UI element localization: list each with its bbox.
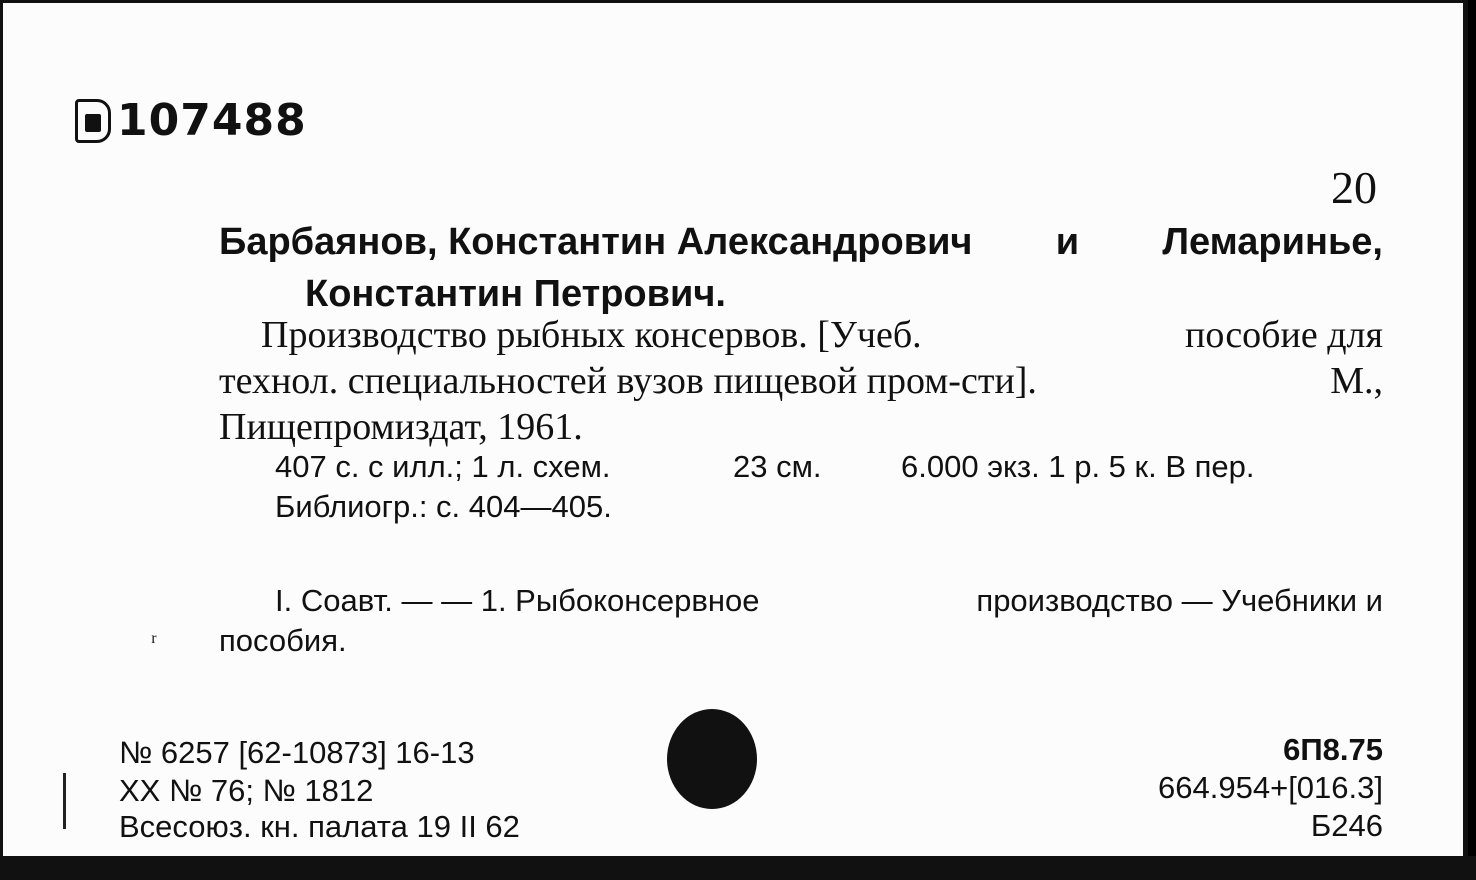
handwritten-number: 107488 [117, 95, 307, 146]
library-stamp-icon [75, 99, 111, 143]
footer-record: XX № 76; № 1812 [119, 773, 374, 808]
tracing-line-2: пособия. [219, 623, 347, 658]
classification-code: 6П8.75 [1283, 732, 1383, 767]
classification-block [1111, 731, 1383, 845]
title-text-2b: М., [1330, 360, 1383, 402]
author-secondary: Лемаринье, [1162, 221, 1383, 263]
author-mark: Б246 [1310, 808, 1383, 843]
title-line-1 [261, 313, 1383, 357]
scan-edge [0, 856, 1476, 880]
title-text-1a: Производство рыбных консервов. [Учеб. [261, 314, 922, 356]
pencil-mark-icon: ʳ [151, 627, 157, 656]
author-line-1 [219, 221, 1383, 264]
physical-size: 23 см. [733, 449, 822, 484]
physical-print-run: 6.000 экз. 1 р. 5 к. В пер. [901, 449, 1255, 484]
punch-hole [667, 709, 757, 809]
title-line-2 [219, 359, 1383, 403]
bibliography-note: Библиогр.: с. 404—405. [275, 489, 612, 524]
title-text-1b: пособие для [1185, 314, 1383, 356]
physical-pages: 407 с. с илл.; 1 л. схем. [275, 449, 611, 484]
footer-chamber: Всесоюз. кн. палата 19 II 62 [119, 809, 520, 844]
footer-registration: № 6257 [62-10873] 16-13 [119, 735, 475, 770]
inventory-number [75, 95, 307, 146]
title-text-2a: технол. специальностей вузов пищевой пром-сти]. [219, 360, 1037, 402]
title-line-3: Пищепромиздат, 1961. [219, 406, 583, 448]
author-conjunction: и [1055, 221, 1080, 263]
author-primary: Барбаянов, Константин Александрович [219, 221, 973, 263]
author-line-2: Константин Петрович. [305, 273, 726, 315]
tracing-line-1a: I. Соавт. — — 1. Рыбоконсервное [275, 583, 760, 618]
margin-mark [63, 773, 66, 829]
card-number: 20 [1331, 162, 1377, 213]
tracing-line-1b: производство — Учебники и [976, 583, 1383, 618]
udc-code: 664.954+[016.3] [1158, 770, 1383, 805]
